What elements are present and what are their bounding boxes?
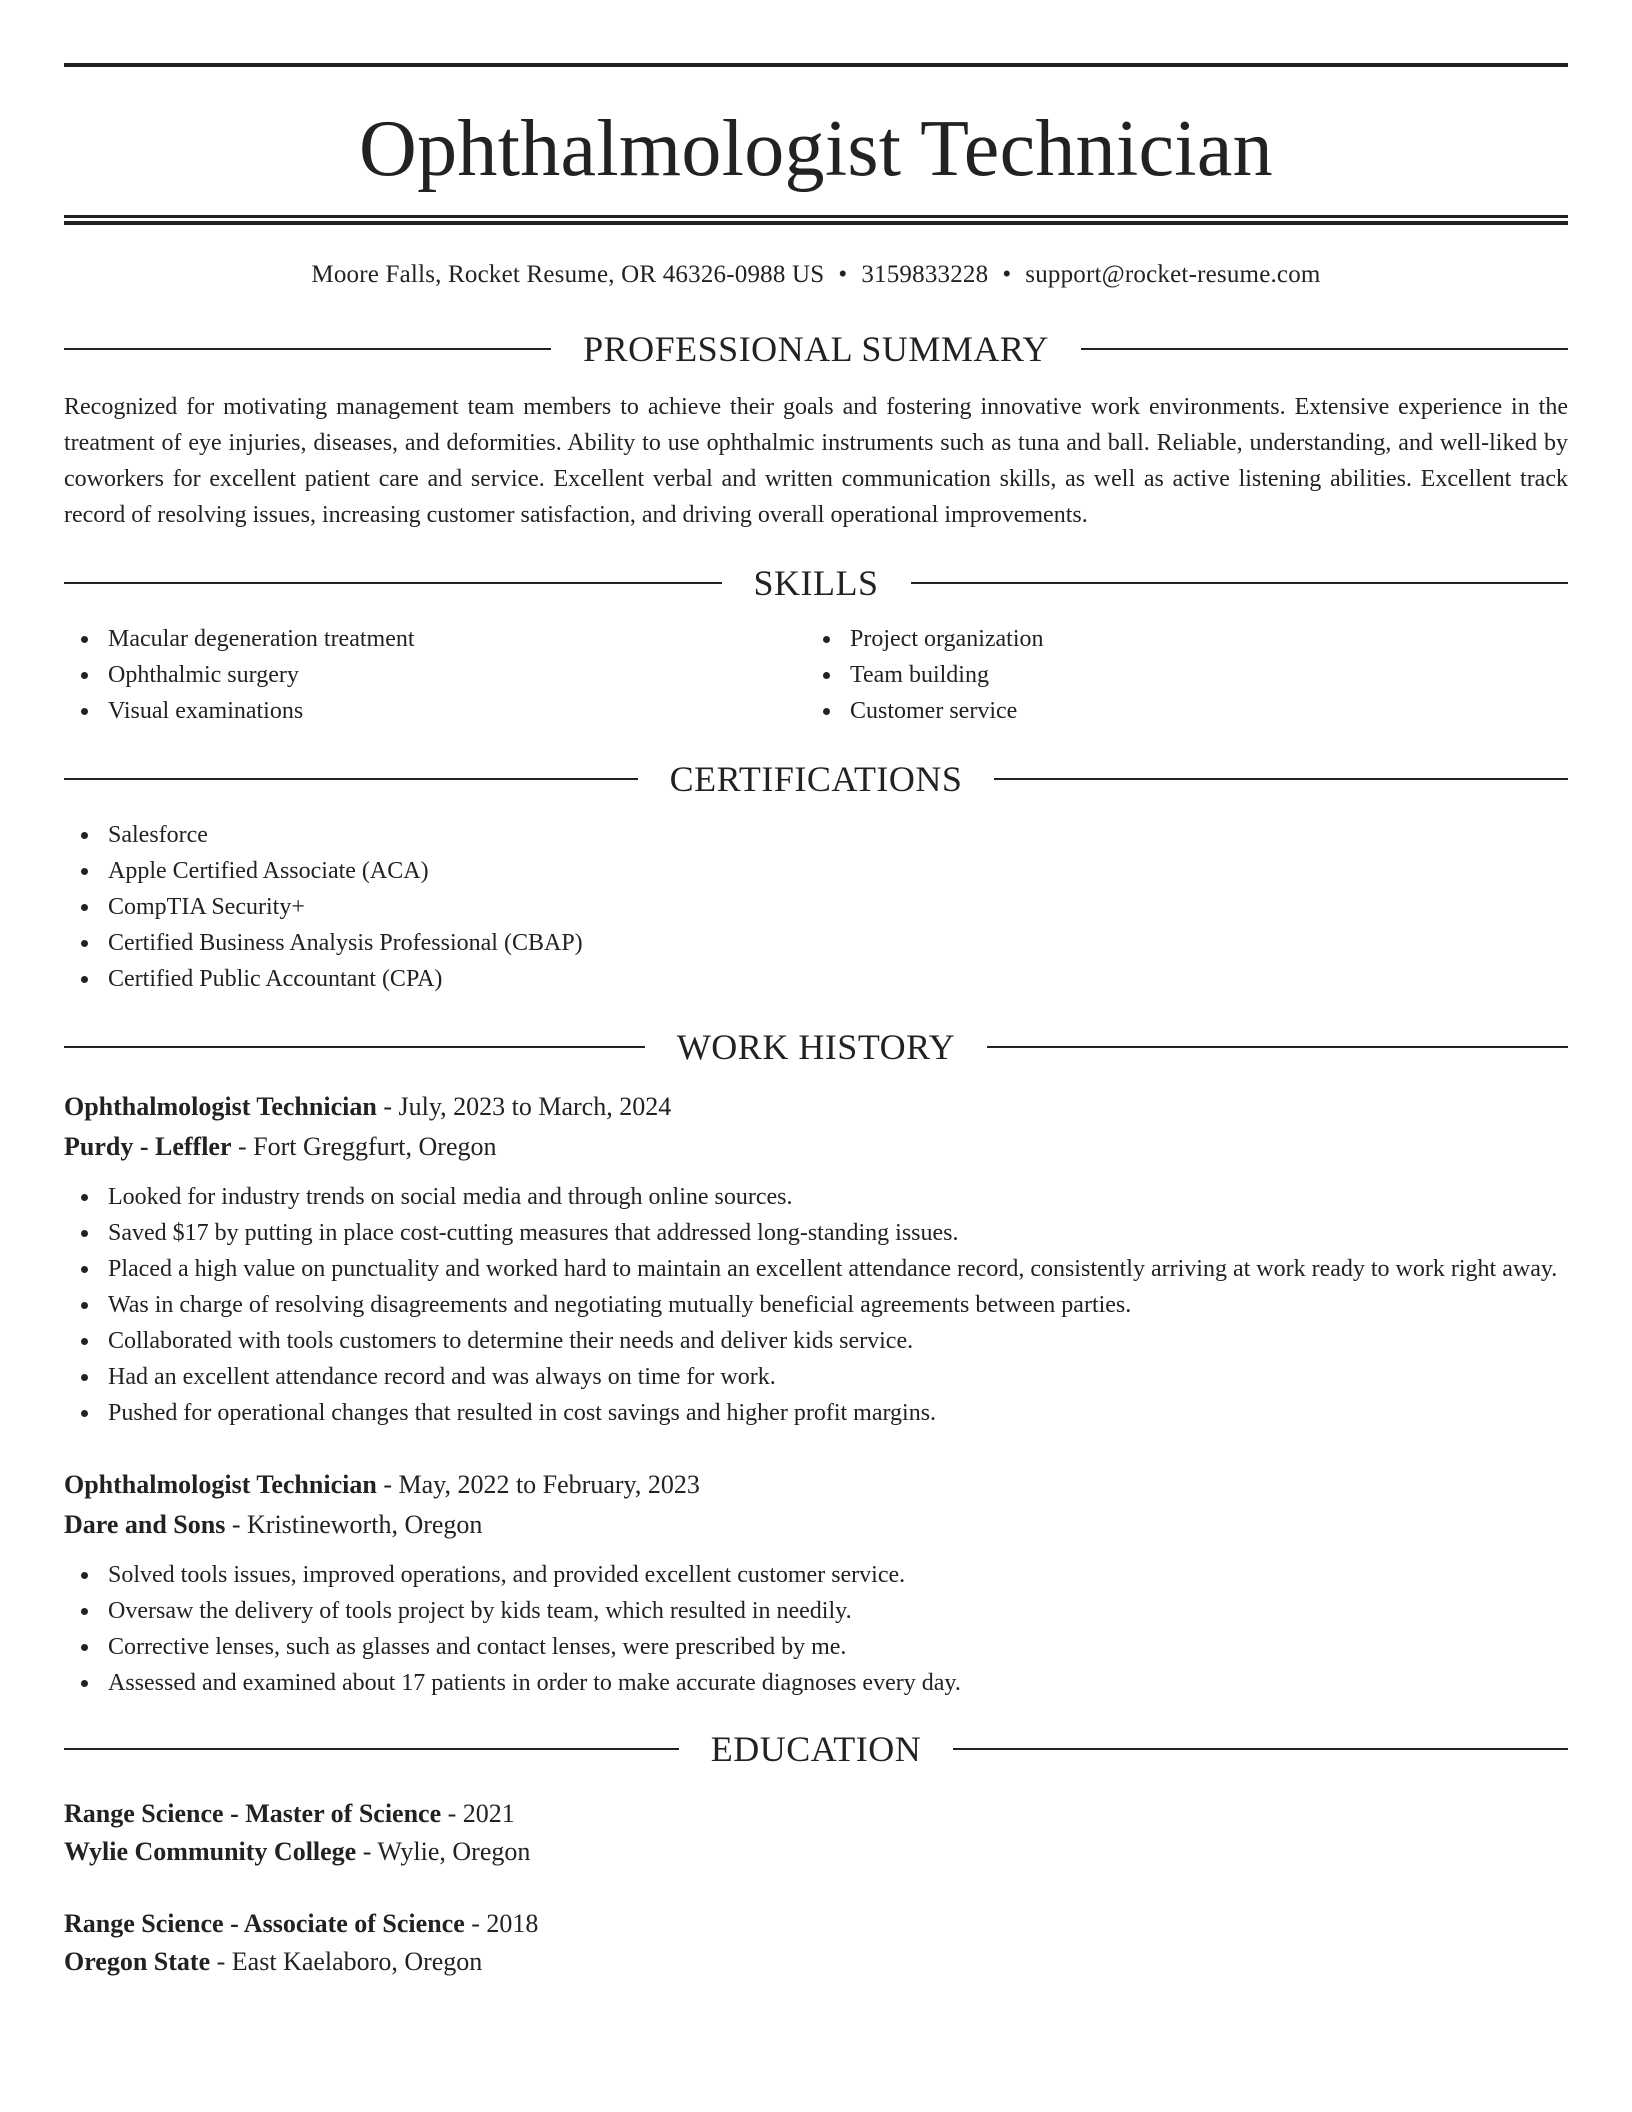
job-company: Purdy - Leffler bbox=[64, 1132, 232, 1161]
section-rule bbox=[64, 582, 722, 584]
job-bullets bbox=[64, 1557, 1568, 1701]
contact-phone: 3159833228 bbox=[861, 261, 989, 288]
job-role: Ophthalmologist Technician bbox=[64, 1470, 377, 1499]
education-school: Oregon State bbox=[64, 1947, 211, 1976]
skills-list-left bbox=[64, 621, 806, 729]
section-header-certifications bbox=[64, 757, 1568, 801]
job-bullet: Corrective lenses, such as glasses and contact lenses, were prescribed by me. bbox=[64, 1629, 1568, 1665]
education-year: - 2021 bbox=[441, 1799, 515, 1828]
section-rule bbox=[64, 348, 551, 350]
job-bullet: Oversaw the delivery of tools project by kids team, which resulted in needily. bbox=[64, 1593, 1568, 1629]
top-rule bbox=[64, 63, 1568, 67]
contact-separator: • bbox=[1002, 261, 1012, 288]
certifications-list bbox=[64, 817, 1568, 997]
education-degree: Range Science - Associate of Science bbox=[64, 1909, 465, 1938]
education-year: - 2018 bbox=[464, 1909, 539, 1938]
section-rule bbox=[987, 1046, 1568, 1048]
section-rule bbox=[64, 778, 638, 780]
section-rule bbox=[994, 778, 1568, 780]
contact-email: support@rocket-resume.com bbox=[1025, 261, 1321, 288]
job-dates: - May, 2022 to February, 2023 bbox=[376, 1470, 700, 1499]
job-bullet: Solved tools issues, improved operations, and provided excellent customer service. bbox=[64, 1557, 1568, 1593]
skill-item: Ophthalmic surgery bbox=[64, 657, 806, 693]
certification-item: Apple Certified Associate (ACA) bbox=[64, 853, 1568, 889]
job-entry bbox=[64, 1465, 1568, 1701]
contact-address: Moore Falls, Rocket Resume, OR 46326-0988 US bbox=[311, 261, 825, 288]
skills-columns bbox=[64, 621, 1568, 729]
section-title-skills: SKILLS bbox=[753, 563, 879, 603]
education-location: - East Kaelaboro, Oregon bbox=[210, 1947, 483, 1976]
certification-item: Salesforce bbox=[64, 817, 1568, 853]
skill-item: Macular degeneration treatment bbox=[64, 621, 806, 657]
job-location: - Fort Greggfurt, Oregon bbox=[231, 1132, 497, 1161]
education-degree-line bbox=[64, 1905, 1568, 1943]
skill-item: Team building bbox=[806, 657, 1548, 693]
section-rule bbox=[911, 582, 1569, 584]
section-header-summary bbox=[64, 327, 1568, 371]
job-bullet: Was in charge of resolving disagreements and negotiating mutually beneficial agreements between parties. bbox=[64, 1287, 1568, 1323]
education-location: - Wylie, Oregon bbox=[356, 1837, 531, 1866]
certification-item: Certified Business Analysis Professional (CBAP) bbox=[64, 925, 1568, 961]
education-entry bbox=[64, 1905, 1568, 1981]
certification-item: CompTIA Security+ bbox=[64, 889, 1568, 925]
certification-item: Certified Public Accountant (CPA) bbox=[64, 961, 1568, 997]
header-double-rule bbox=[64, 215, 1568, 225]
section-rule bbox=[64, 1046, 645, 1048]
job-bullet: Saved $17 by putting in place cost-cutting measures that addressed long-standing issues. bbox=[64, 1215, 1568, 1251]
section-rule bbox=[953, 1748, 1568, 1750]
job-bullet: Looked for industry trends on social media and through online sources. bbox=[64, 1179, 1568, 1215]
education-school-line bbox=[64, 1943, 1568, 1981]
job-entry bbox=[64, 1087, 1568, 1431]
job-company: Dare and Sons bbox=[64, 1510, 226, 1539]
candidate-name: Ophthalmologist Technician bbox=[359, 105, 1273, 193]
section-title-certifications: CERTIFICATIONS bbox=[669, 759, 963, 799]
education-school: Wylie Community College bbox=[64, 1837, 357, 1866]
contact-line bbox=[64, 259, 1568, 291]
job-role: Ophthalmologist Technician bbox=[64, 1092, 377, 1121]
job-bullet: Pushed for operational changes that resulted in cost savings and higher profit margins. bbox=[64, 1395, 1568, 1431]
job-location: - Kristineworth, Oregon bbox=[225, 1510, 483, 1539]
education-degree: Range Science - Master of Science bbox=[64, 1799, 442, 1828]
job-title-line bbox=[64, 1087, 1568, 1127]
section-header-skills bbox=[64, 561, 1568, 605]
education-entry bbox=[64, 1795, 1568, 1871]
job-company-line bbox=[64, 1505, 1568, 1545]
section-title-summary: PROFESSIONAL SUMMARY bbox=[583, 329, 1049, 369]
contact-separator: • bbox=[838, 261, 848, 288]
job-company-line bbox=[64, 1127, 1568, 1167]
skill-item: Customer service bbox=[806, 693, 1548, 729]
section-title-work-history: WORK HISTORY bbox=[676, 1027, 956, 1067]
education-degree-line bbox=[64, 1795, 1568, 1833]
job-bullet: Placed a high value on punctuality and worked hard to maintain an excellent attendance record, consistently arriving at work ready to work right away. bbox=[64, 1251, 1568, 1287]
job-title-line bbox=[64, 1465, 1568, 1505]
summary-text: Recognized for motivating management team members to achieve their goals and fostering innovative work environments. Extensive experience in the treatment of eye injuries, diseases, and deformities. Ability to use ophthalmic instruments such as tuna and ball. Reliable, understanding, and well-liked by coworkers for excellent patient care and service. Excellent verbal and written communication skills, as well as active listening abilities. Excellent track record of resolving issues, increasing customer satisfaction, and driving overall operational improvements. bbox=[64, 394, 1568, 528]
section-header-work-history bbox=[64, 1025, 1568, 1069]
skill-item: Project organization bbox=[806, 621, 1548, 657]
education-school-line bbox=[64, 1833, 1568, 1871]
section-rule bbox=[64, 1748, 679, 1750]
job-bullet: Assessed and examined about 17 patients in order to make accurate diagnoses every day. bbox=[64, 1665, 1568, 1701]
job-dates: - July, 2023 to March, 2024 bbox=[376, 1092, 672, 1121]
job-bullets bbox=[64, 1179, 1568, 1431]
section-rule bbox=[1081, 348, 1568, 350]
section-header-education bbox=[64, 1727, 1568, 1771]
job-bullet: Had an excellent attendance record and was always on time for work. bbox=[64, 1359, 1568, 1395]
job-bullet: Collaborated with tools customers to determine their needs and deliver kids service. bbox=[64, 1323, 1568, 1359]
skill-item: Visual examinations bbox=[64, 693, 806, 729]
skills-list-right bbox=[806, 621, 1548, 729]
section-title-education: EDUCATION bbox=[710, 1729, 922, 1769]
